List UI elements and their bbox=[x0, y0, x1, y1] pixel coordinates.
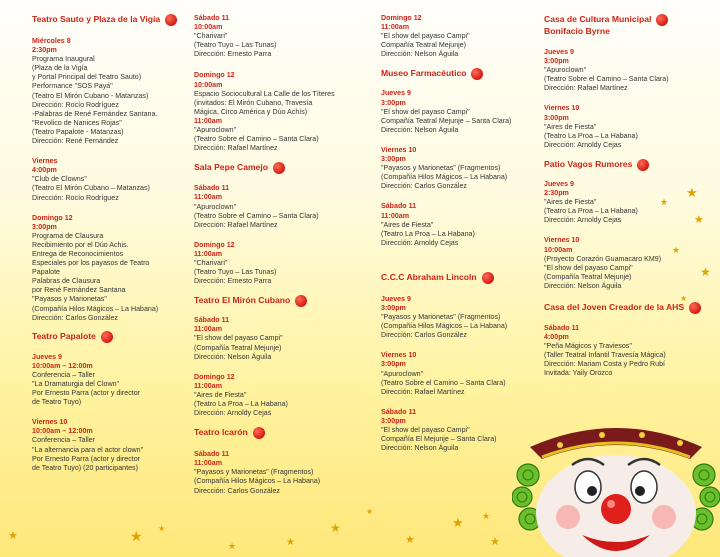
event-line: Dirección: Carlos González bbox=[194, 486, 280, 495]
event bbox=[32, 418, 184, 473]
event-day: Sábado 11 bbox=[544, 323, 580, 332]
star-icon: ★ bbox=[405, 534, 415, 546]
red-dot-icon bbox=[689, 302, 701, 314]
star-icon: ★ bbox=[452, 515, 464, 530]
event-day: Miércoles 8 bbox=[32, 37, 71, 45]
event-line: (Compañía Teatral Mejunje) bbox=[544, 272, 632, 281]
event-line: Dirección: Nelson Águila bbox=[381, 50, 459, 59]
event-line: Dirección: Rafael Martínez bbox=[194, 144, 278, 153]
event-time: 2:30pm bbox=[544, 189, 569, 198]
event-line: "Charivari" bbox=[194, 258, 228, 267]
event-line: Invitada: Yaily Orozco bbox=[544, 369, 613, 378]
event bbox=[381, 14, 537, 59]
red-dot-icon bbox=[165, 14, 177, 26]
event-day: Domingo 12 bbox=[194, 372, 235, 381]
event-line: (Taller Teatral Infantil Travesía Mágica) bbox=[544, 351, 666, 360]
event-line: Dirección: Rafael Martínez bbox=[544, 84, 628, 93]
event-time: 11:00am bbox=[194, 249, 223, 258]
event-line: (Teatro La Proa – La Habana) bbox=[381, 229, 475, 238]
event-line: Especiales por los payasos de Teatro bbox=[32, 259, 150, 268]
event-time: 11:00am bbox=[381, 211, 410, 220]
event-line: "Aires de Fiesta" bbox=[381, 220, 434, 229]
event-line: (Teatro La Proa – La Habana) bbox=[544, 207, 638, 216]
event-time: 10:00am – 12:00m bbox=[32, 361, 93, 370]
event-line: Dirección: Ernesto Parra bbox=[194, 277, 272, 286]
red-dot-icon bbox=[482, 272, 494, 284]
event-line: "Payasos y Marionetas" (Fragmentos) bbox=[381, 164, 501, 173]
venue-heading-line2: Bonifacio Byrne bbox=[544, 26, 610, 36]
star-icon: ★ bbox=[680, 294, 688, 303]
event bbox=[32, 157, 184, 202]
event-day: Viernes bbox=[32, 157, 58, 166]
event-time: 3:00pm bbox=[32, 222, 57, 231]
event-line: (Compañía Hilos Mágicos – La Habana) bbox=[381, 173, 508, 182]
event-line: "El show del payaso Campi" bbox=[381, 32, 470, 41]
event-line: (Teatro Tuyo – Las Tunas) bbox=[194, 268, 277, 277]
event-line: Entrega de Reconocimientos bbox=[32, 249, 124, 258]
event-line: Dirección: Rocío Rodríguez bbox=[32, 100, 119, 109]
star-icon: ★ bbox=[286, 537, 295, 548]
venue-heading: Casa del Joven Creador de la AHS bbox=[544, 302, 714, 314]
event-day: Viernes 10 bbox=[544, 236, 580, 245]
event bbox=[194, 316, 366, 361]
red-dot-icon bbox=[273, 162, 285, 174]
event-day: Domingo 12 bbox=[32, 213, 73, 222]
event-day: Sábado 11 bbox=[194, 184, 230, 193]
venue-heading: Museo Farmacéutico bbox=[381, 68, 537, 80]
event-line: Dirección: René Fernández bbox=[32, 137, 119, 146]
event-time: 11:00am bbox=[194, 381, 223, 390]
event-line: (Compañía Teatral Mejunje) bbox=[194, 343, 282, 352]
event-line: (Teatro Tuyo – Las Tunas) bbox=[194, 41, 277, 50]
event-time: 3:00pm bbox=[381, 360, 406, 369]
event-line: (Teatro La Proa – La Habana) bbox=[544, 131, 638, 140]
event-line: "Payasos y Marionetas" bbox=[32, 295, 107, 304]
event-line: (Teatro Sobre el Camino – Santa Clara) bbox=[194, 211, 319, 220]
event-line: (Plaza de la Vigía bbox=[32, 64, 88, 73]
column-3 bbox=[381, 14, 537, 453]
event-line: "Aires de Fiesta" bbox=[544, 198, 597, 207]
event-line: "Payasos y Marionetas" (Fragmentos) bbox=[381, 313, 501, 322]
event-line: (Teatro Sobre el Camino – Santa Clara) bbox=[194, 135, 319, 144]
star-icon: ★ bbox=[228, 541, 237, 551]
event bbox=[194, 71, 366, 116]
event bbox=[544, 104, 714, 149]
event-line: Dirección: Arnoldy Cejas bbox=[194, 409, 272, 418]
event bbox=[381, 351, 537, 396]
venue-heading: Casa de Cultura Municipal bbox=[544, 14, 714, 26]
event-line: "Peña Mágicos y Traviesos" bbox=[544, 342, 632, 351]
event-line: Compañía Teatral Mejunje) bbox=[381, 41, 467, 50]
star-icon: ★ bbox=[694, 214, 704, 226]
clown-face-icon bbox=[512, 427, 720, 557]
event-day: Domingo 12 bbox=[194, 71, 235, 80]
event-line: (Teatro La Proa – La Habana) bbox=[194, 400, 288, 408]
event bbox=[544, 324, 714, 379]
event bbox=[32, 37, 184, 146]
event-line: Por Ernesto Parra (actor y director bbox=[32, 454, 141, 463]
event-line: "El show del payaso Campi" bbox=[381, 426, 470, 434]
event-time: 3:00pm bbox=[544, 113, 569, 122]
star-icon: ★ bbox=[130, 528, 143, 544]
red-dot-icon bbox=[101, 331, 113, 343]
event-line: "Apuroclown" bbox=[194, 202, 237, 211]
venue-heading: Sala Pepe Camejo bbox=[194, 162, 366, 174]
event-line: por René Fernández Santana bbox=[32, 286, 126, 295]
event-line: "Club de Clowns" bbox=[32, 175, 87, 184]
event bbox=[381, 295, 537, 340]
event-day: Jueves 9 bbox=[544, 179, 574, 188]
event-time: 4:00pm bbox=[32, 166, 57, 175]
event-line: Conferencia – Taller bbox=[32, 370, 95, 379]
event-line: (Compañía Hilos Mágicos – La Habana) bbox=[381, 322, 508, 331]
event bbox=[381, 146, 537, 191]
star-icon: ★ bbox=[8, 530, 18, 542]
red-dot-icon bbox=[295, 295, 307, 307]
event-day: Sábado 11 bbox=[194, 316, 230, 325]
event bbox=[194, 14, 366, 59]
event-line: Palabras de Clausura bbox=[32, 277, 101, 286]
event-line: "El show del payaso Campi" bbox=[544, 263, 633, 272]
event-line: Mágica, Circo América y Dúo Achís) bbox=[194, 107, 308, 116]
event-line: Dirección: Nelson Águila bbox=[544, 281, 622, 290]
event-day: Jueves 9 bbox=[544, 48, 574, 56]
event-day: Viernes 10 bbox=[32, 418, 68, 427]
star-icon: ★ bbox=[490, 536, 500, 548]
red-dot-icon bbox=[637, 159, 649, 171]
star-icon: ★ bbox=[672, 245, 681, 255]
star-icon: ★ bbox=[660, 197, 669, 207]
venue-heading: Teatro Papalote bbox=[32, 331, 184, 343]
event-line: Dirección: Arnoldy Cejas bbox=[381, 238, 459, 247]
event-time: 3:00pm bbox=[381, 303, 406, 312]
event bbox=[32, 214, 184, 323]
event bbox=[194, 373, 366, 418]
event-line: -Palabras de René Fernández Santana. bbox=[32, 109, 158, 118]
event-line: Performance "SOS Payá" bbox=[32, 82, 113, 91]
event-line: de Teatro Tuyo) (20 participantes) bbox=[32, 463, 138, 472]
event bbox=[544, 236, 714, 291]
venue-heading: Teatro Sauto y Plaza de la Vigía bbox=[32, 14, 184, 26]
event bbox=[194, 184, 366, 229]
event-time: 11:00am bbox=[194, 459, 223, 468]
star-icon: ★ bbox=[158, 524, 166, 533]
event-day: Viernes 10 bbox=[381, 351, 417, 360]
star-icon: ★ bbox=[700, 265, 711, 279]
event-time: 10:00am bbox=[194, 23, 223, 32]
event-line: Dirección: Carlos González bbox=[32, 313, 118, 322]
event-line: "Charivari" bbox=[194, 32, 228, 41]
event bbox=[194, 117, 366, 153]
event-line: "Aires de Fiesta" bbox=[194, 390, 247, 399]
event-line: (Teatro El Mirón Cubano – Matanzas) bbox=[32, 184, 150, 193]
event-line: (invitados: El Mirón Cubano, Travesía bbox=[194, 98, 313, 107]
event-line: Dirección: Rafael Martínez bbox=[194, 220, 278, 229]
event-time: 4:00pm bbox=[544, 333, 569, 342]
event bbox=[381, 202, 537, 247]
event-line: "Apuroclown" bbox=[544, 66, 587, 75]
event-line: "El show del payaso Campi" bbox=[194, 334, 283, 343]
column-2 bbox=[194, 14, 366, 496]
event-line: Recibimiento por el Dúo Achis. bbox=[32, 240, 129, 249]
event-line: (Teatro Sobre el Camino – Santa Clara) bbox=[381, 378, 506, 387]
event-line: "Apuroclown" bbox=[194, 126, 237, 135]
event-day: Viernes 10 bbox=[381, 145, 417, 154]
column-1 bbox=[32, 14, 184, 473]
event-day: Domingo 12 bbox=[194, 240, 235, 249]
event-line: Dirección: Rafael Martínez bbox=[381, 387, 465, 396]
event bbox=[544, 48, 714, 93]
event-day: Sábado 11 bbox=[381, 407, 417, 416]
event-line: Dirección: Nelson Águila bbox=[381, 444, 459, 453]
event-line: Por Ernesto Parra (actor y director bbox=[32, 389, 141, 398]
event-line: (Compañía Hilos Mágicos – La Habana) bbox=[32, 304, 159, 313]
venue-heading: Patio Vagos Rumores bbox=[544, 159, 714, 171]
event-line: (Teatro Papalote - Matanzas) bbox=[32, 127, 124, 136]
event-line: Dirección: Nelson Águila bbox=[381, 125, 459, 134]
event-line: "La Dramaturgia del Clown" bbox=[32, 380, 120, 388]
event-line: Conferencia – Taller bbox=[32, 436, 95, 445]
event-line: de Teatro Tuyo) bbox=[32, 398, 82, 407]
event-line: "Payasos y Marionetas" (Fragmentos) bbox=[194, 468, 314, 477]
event-line: Dirección: Carlos González bbox=[381, 331, 467, 340]
star-icon: ★ bbox=[330, 521, 341, 535]
venue-heading: C.C.C Abraham Lincoln bbox=[381, 272, 537, 284]
event-line: Papalote bbox=[32, 268, 61, 277]
event-time: 3:00pm bbox=[381, 416, 406, 425]
event-time: 11:00am bbox=[194, 116, 223, 125]
event-line: (Teatro El Mirón Cubano - Matanzas) bbox=[32, 91, 149, 100]
event-line: "La alternancia para el actor clown" bbox=[32, 445, 144, 454]
event-day: Sábado 11 bbox=[194, 14, 230, 22]
event-line: (Compañía Hilos Mágicos – La Habana) bbox=[194, 477, 321, 486]
event-time: 11:00am bbox=[381, 23, 410, 32]
event-line: Dirección: Carlos González bbox=[381, 182, 467, 191]
event-day: Jueves 9 bbox=[381, 294, 411, 303]
event-line: Dirección: Arnoldy Cejas bbox=[544, 140, 622, 149]
event-line: "El show del payaso Campi" bbox=[381, 107, 470, 116]
event-day: Jueves 9 bbox=[32, 352, 62, 361]
event-time: 10:00am – 12:00m bbox=[32, 427, 93, 436]
event-line: Programa de Clausura bbox=[32, 231, 104, 240]
event-line: Compañía Teatral Mejunje – Santa Clara) bbox=[381, 116, 512, 125]
event-time: 3:00pm bbox=[544, 57, 569, 66]
red-dot-icon bbox=[471, 68, 483, 80]
event-line: Programa Inaugural bbox=[32, 55, 95, 64]
event bbox=[194, 241, 366, 286]
event-time: 10:00am bbox=[544, 245, 573, 254]
event bbox=[194, 450, 366, 495]
event-day: Viernes 10 bbox=[544, 104, 580, 113]
event bbox=[381, 89, 537, 134]
event-day: Jueves 9 bbox=[381, 89, 411, 98]
event-time: 3:00pm bbox=[381, 98, 406, 107]
event-line: (Teatro Sobre el Camino – Santa Clara) bbox=[544, 75, 669, 84]
event-line: Dirección: Ernesto Parra bbox=[194, 50, 272, 59]
event-time: 10:00am bbox=[194, 80, 223, 89]
event-line: Dirección: Mariam Costa y Pedro Rubí bbox=[544, 360, 666, 369]
red-dot-icon bbox=[253, 427, 265, 439]
event-day: Domingo 12 bbox=[381, 14, 422, 22]
event-day: Sábado 11 bbox=[194, 450, 230, 459]
event-time: 11:00am bbox=[194, 193, 223, 202]
star-icon: ★ bbox=[686, 185, 698, 200]
star-icon: ★ bbox=[366, 507, 374, 516]
event-day: Sábado 11 bbox=[381, 202, 417, 211]
event-line: Dirección: Rocío Rodríguez bbox=[32, 193, 119, 202]
event-line: y Portal Principal del Teatro Sauto) bbox=[32, 73, 142, 82]
event-line: "Aires de Fiesta" bbox=[544, 122, 597, 131]
venue-heading: Teatro Icarón bbox=[194, 427, 366, 439]
event-time: 3:00pm bbox=[381, 155, 406, 164]
red-dot-icon bbox=[656, 14, 668, 26]
venue-heading: Teatro El Mirón Cubano bbox=[194, 295, 366, 307]
event-time: 11:00am bbox=[194, 325, 223, 334]
event-line: Dirección: Nelson Águila bbox=[194, 352, 272, 361]
event-line: (Proyecto Corazón Guamacaro KM9) bbox=[544, 254, 662, 263]
event-line: "Revolico de Nanices Rojas" bbox=[32, 118, 122, 127]
event-line: "Apuroclown" bbox=[381, 369, 424, 378]
star-icon: ★ bbox=[482, 511, 491, 521]
event-line: Compañía El Mejunje – Santa Clara) bbox=[381, 435, 497, 444]
event-time: 2:30pm bbox=[32, 46, 57, 55]
event bbox=[32, 353, 184, 408]
event-line: Dirección: Arnoldy Cejas bbox=[544, 216, 622, 225]
event-line: Espacio Sociocultural La Calle de los Títeres bbox=[194, 89, 335, 98]
